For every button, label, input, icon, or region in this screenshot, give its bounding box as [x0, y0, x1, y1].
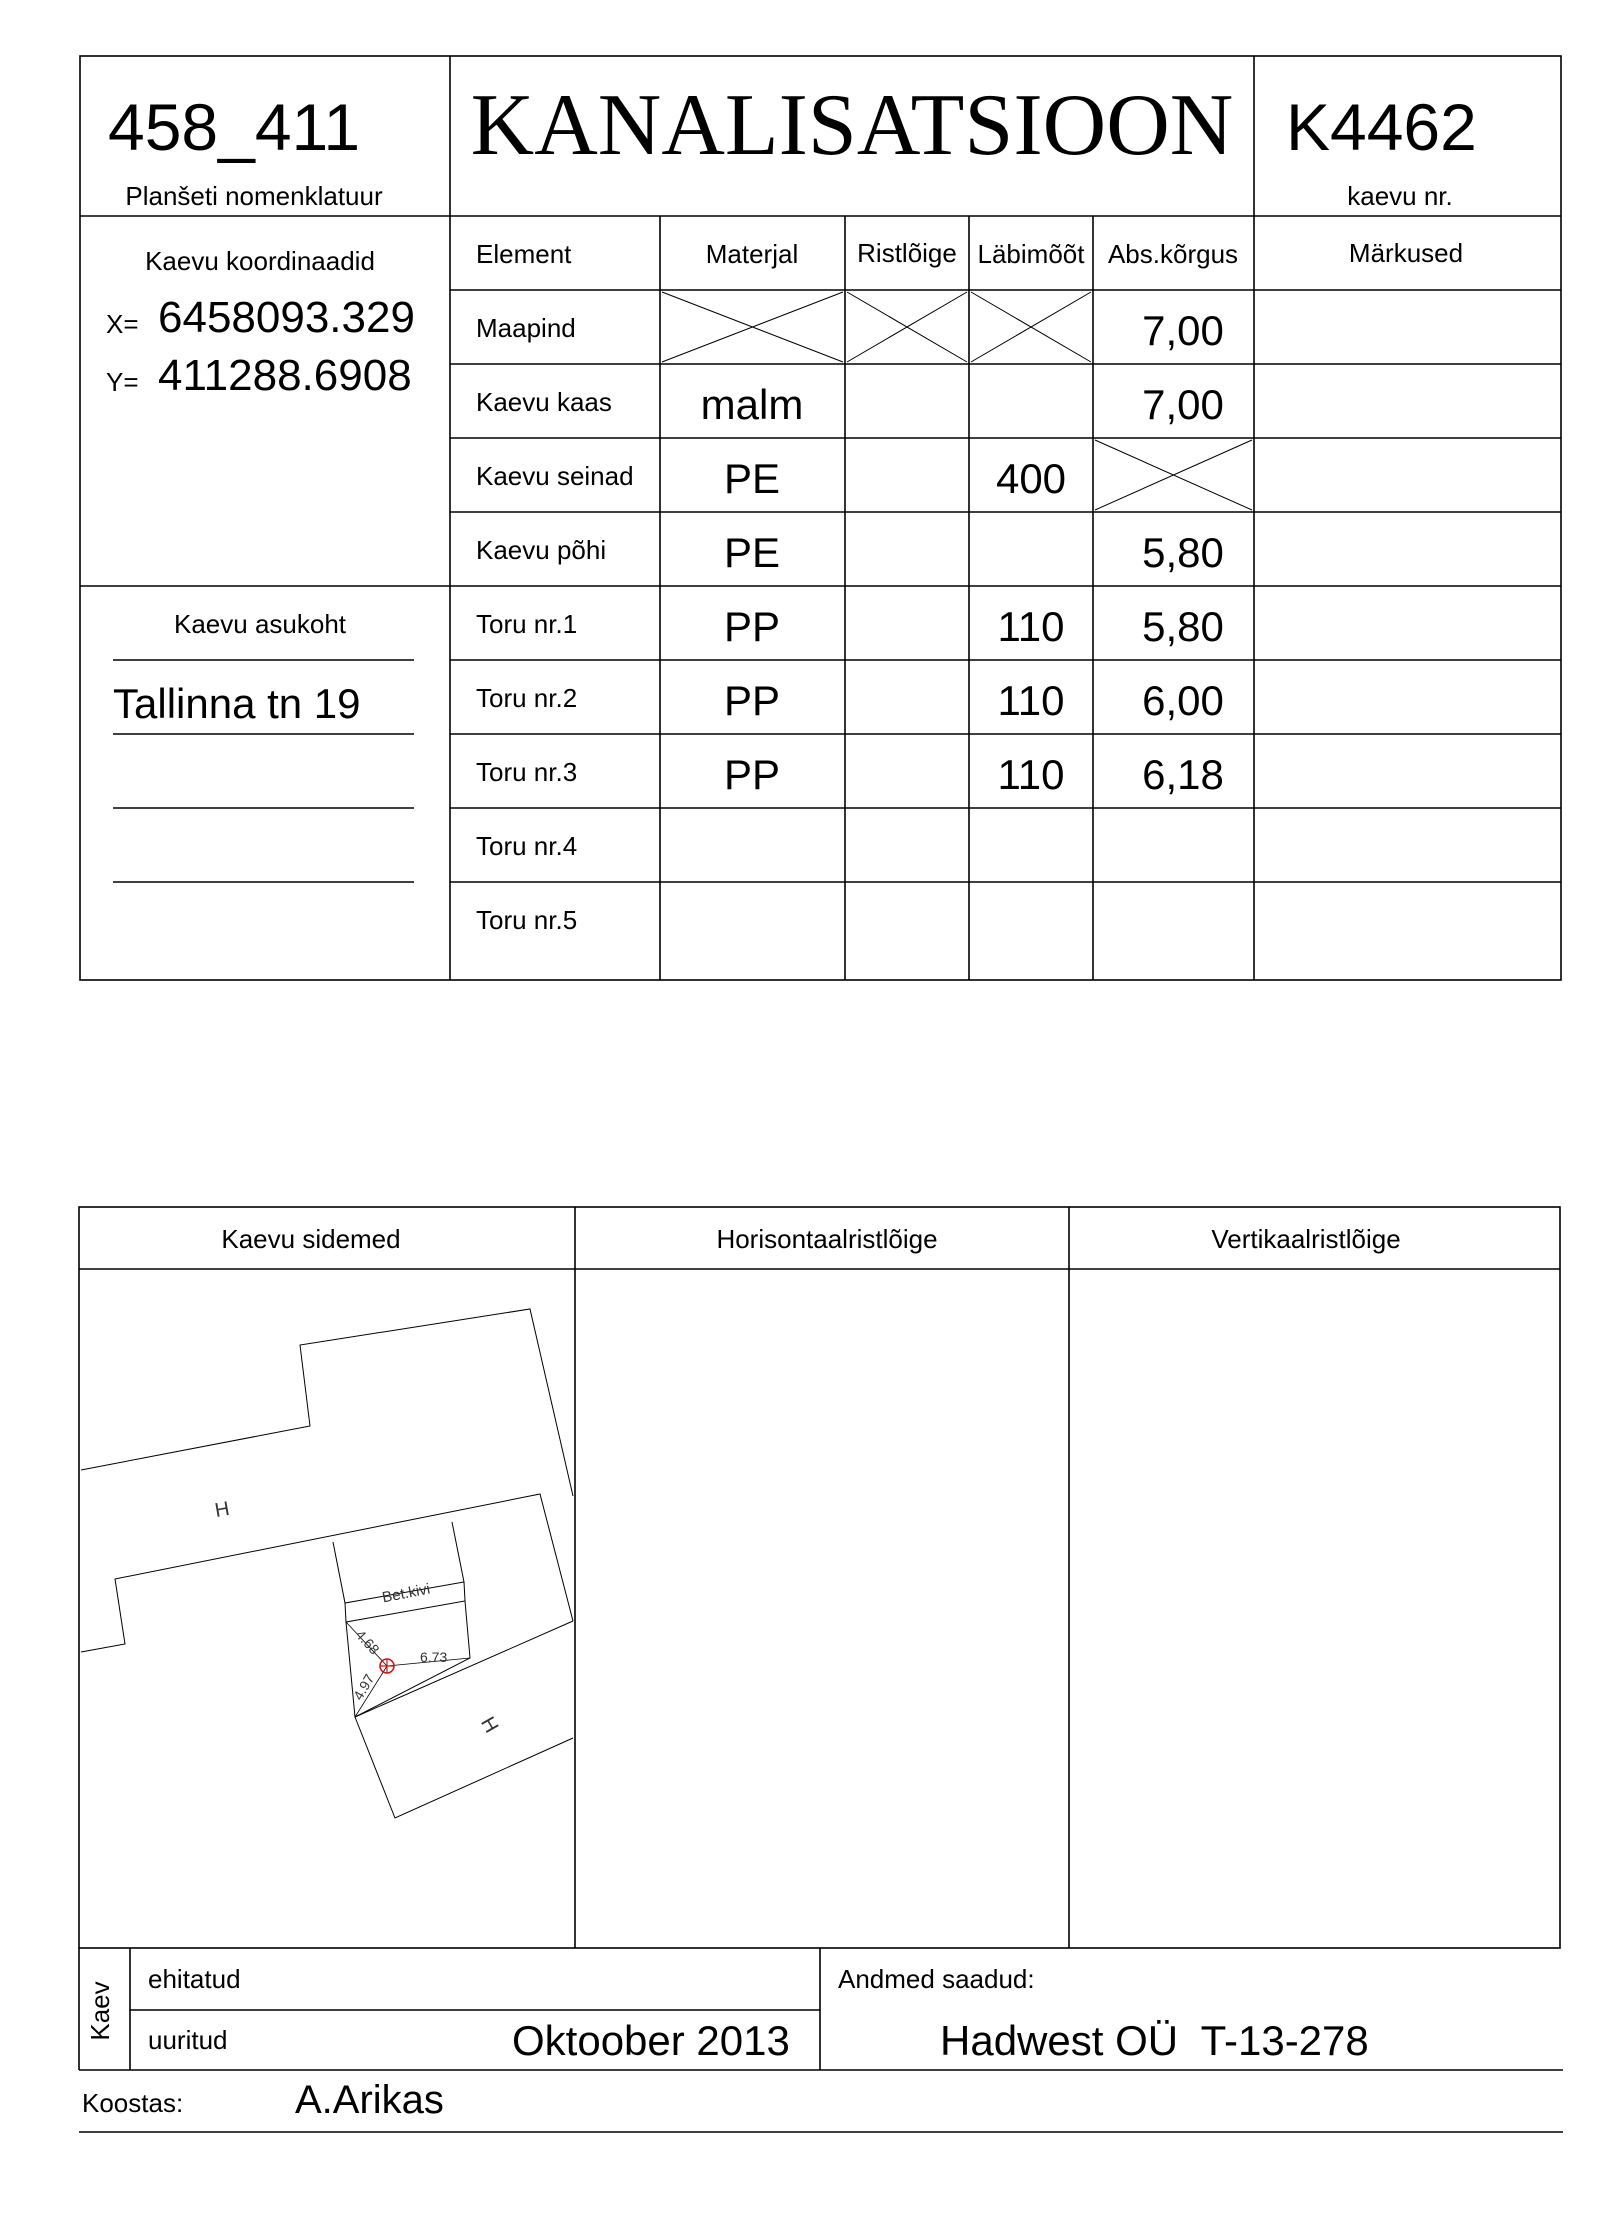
sheet-label: Planšeti nomenklatuur [125, 181, 383, 211]
well-marker [380, 1659, 394, 1673]
row-diameter: 110 [997, 751, 1065, 798]
row-element: Toru nr.1 [476, 609, 578, 639]
sheet-number: 458_411 [108, 90, 361, 164]
dimension-label: 4.68 [352, 1626, 383, 1658]
row-element: Kaevu kaas [476, 387, 612, 417]
dimension-label: 4.97 [349, 1671, 378, 1703]
row-diameter: 110 [997, 677, 1065, 724]
row-elevation: 6,18 [1142, 751, 1224, 798]
row-elevation: 5,80 [1142, 603, 1224, 650]
y-value: 411288.6908 [158, 351, 412, 400]
compiled-by: A.Arikas [295, 2078, 444, 2122]
location-address: Tallinna tn 19 [113, 680, 361, 727]
col-diameter: Läbimõõt [977, 239, 1085, 269]
x-value: 6458093.329 [158, 293, 415, 342]
row-element: Toru nr.5 [476, 905, 578, 935]
row-material: malm [700, 381, 804, 428]
paving-label: Bet.kivi [380, 1580, 432, 1607]
building-label-2: H [476, 1713, 503, 1737]
data-source-label: Andmed saadud: [838, 1964, 1035, 1994]
row-element: Kaevu põhi [476, 535, 607, 565]
well-footer-label: Kaev [85, 1981, 115, 2041]
row-element: Kaevu seinad [476, 461, 634, 491]
survey-date: Oktoober 2013 [512, 2017, 790, 2064]
row-elevation: 7,00 [1142, 381, 1224, 428]
row-material: PP [723, 751, 781, 798]
col-elevation: Abs.kõrgus [1107, 239, 1239, 269]
row-elevation: 6,00 [1142, 677, 1224, 724]
row-element: Toru nr.2 [476, 683, 578, 713]
col-notes: Märkused [1348, 238, 1464, 268]
ties-label: Kaevu sidemed [221, 1224, 401, 1254]
compiled-label: Koostas: [82, 2088, 184, 2118]
row-element: Maapind [476, 313, 576, 343]
well-number: K4462 [1286, 90, 1477, 164]
col-element: Element [476, 239, 572, 269]
row-diameter: 110 [997, 603, 1065, 650]
page-title: KANALISATSIOON [470, 77, 1234, 174]
dimension-label: 6.73 [420, 1649, 448, 1665]
row-elevation: 5,80 [1142, 529, 1224, 576]
well-label: kaevu nr. [1347, 181, 1453, 211]
building-label-1: H [213, 1497, 232, 1523]
row-material: PP [723, 603, 781, 650]
horizontal-section-label: Horisontaalristlõige [716, 1224, 938, 1254]
row-element: Toru nr.4 [476, 831, 578, 861]
y-label: Y= [106, 367, 139, 397]
row-element: Toru nr.3 [476, 757, 578, 787]
built-label: ehitatud [148, 1964, 241, 1994]
row-material: PE [723, 529, 781, 576]
surveyed-label: uuritud [148, 2025, 228, 2055]
row-material: PE [723, 455, 781, 502]
col-cross-section: Ristlõige [857, 238, 957, 268]
row-diameter: 400 [995, 455, 1067, 502]
location-label: Kaevu asukoht [173, 609, 347, 639]
row-material: PP [723, 677, 781, 724]
vertical-section-label: Vertikaalristlõige [1211, 1224, 1401, 1254]
col-material: Materjal [705, 239, 799, 269]
x-label: X= [106, 309, 139, 339]
data-source: Hadwest OÜ T-13-278 [940, 2017, 1369, 2064]
coordinates-label: Kaevu koordinaadid [145, 246, 375, 276]
row-elevation: 7,00 [1142, 307, 1224, 354]
